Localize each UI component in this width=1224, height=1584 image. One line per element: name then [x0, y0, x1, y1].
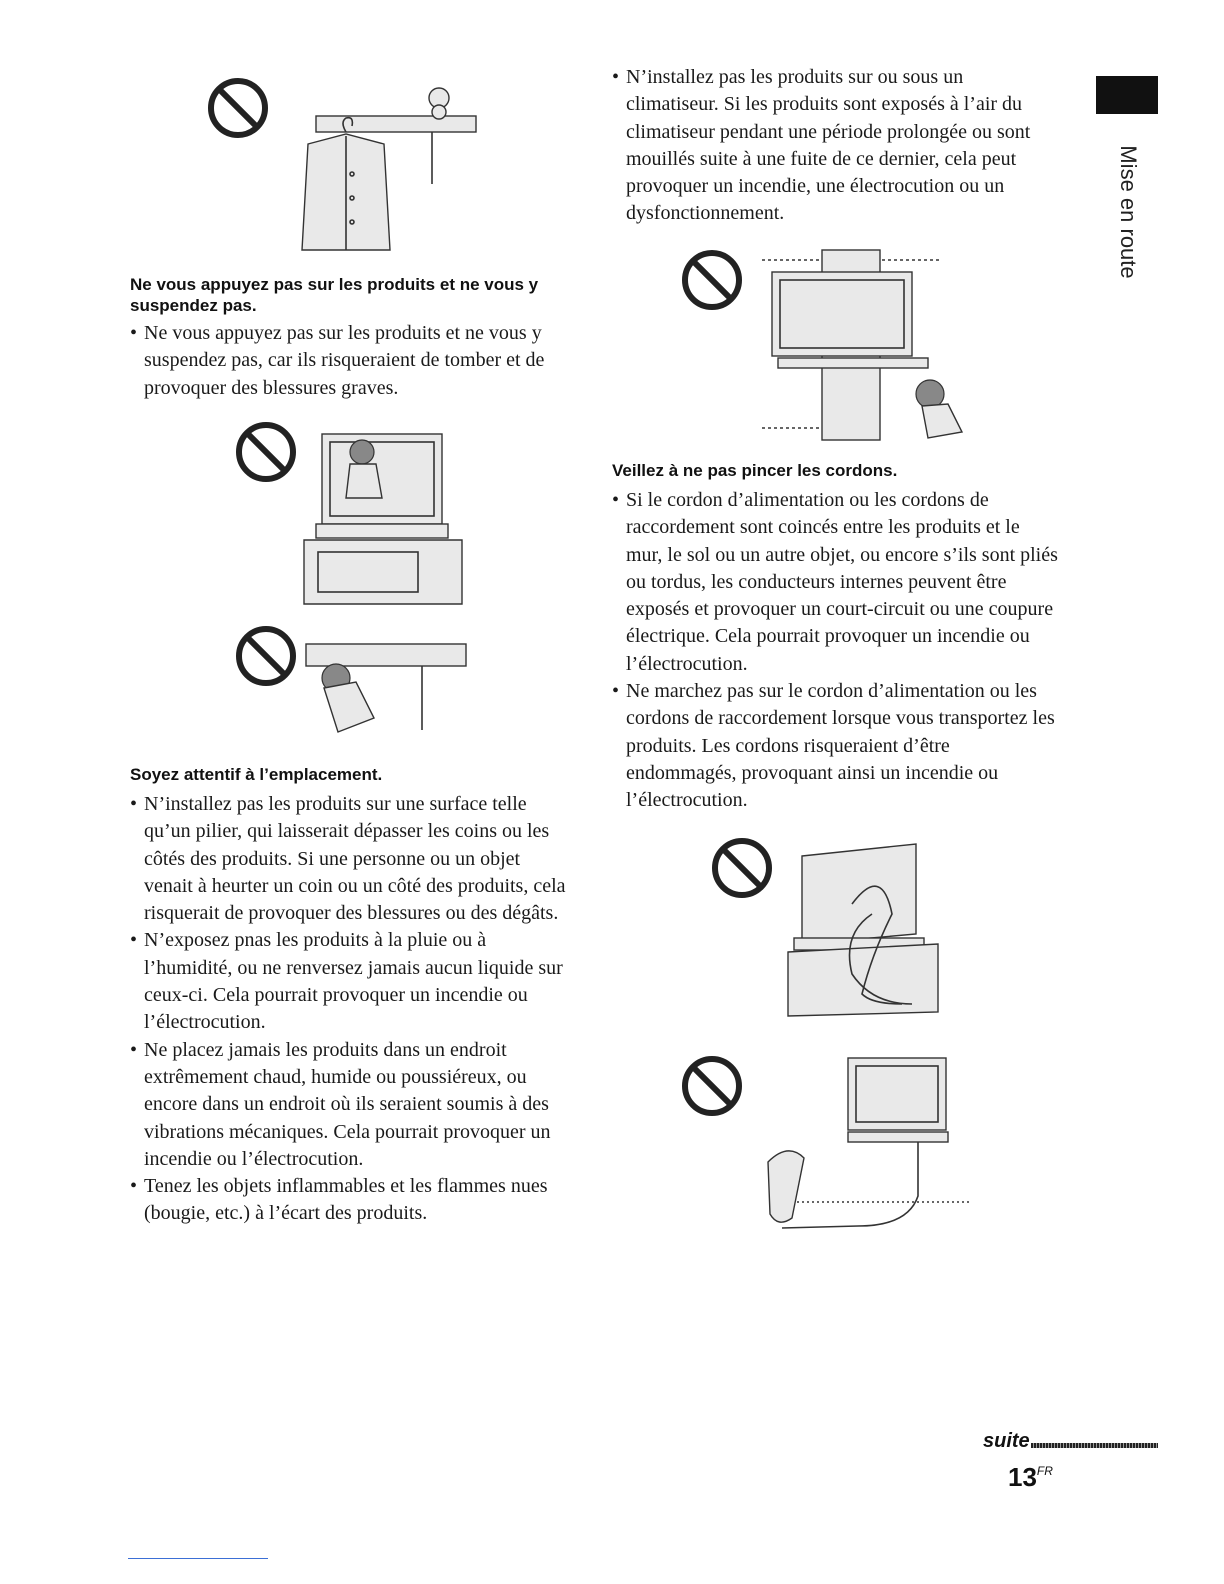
prohibition-icon: [685, 253, 739, 307]
section-heading: Veillez à ne pas pincer les cordons.: [612, 461, 898, 480]
section-tab-label: Mise en route: [1116, 145, 1141, 279]
bullet-item: • Ne vous appuyez pas sur les produits et ne vous y suspendez pas, car ils risqueraient de tomber et de provoquer des blessures graves.: [130, 320, 570, 402]
prohibition-icon: [239, 629, 293, 683]
illustration-tv-on-pillar: [672, 246, 982, 446]
illustration-child-on-tv: [226, 418, 486, 608]
illustration-child-hanging-speaker-bar: [226, 622, 496, 742]
prohibition-icon: [211, 81, 265, 135]
illustration-cords-pinched: [702, 834, 962, 1024]
bullet-item: • N’installez pas les produits sur ou sous un climatiseur. Si les produits sont exposés à l’air du climatiseur pendant une période prolongée ou sont mouillés suite à une fuite de ce dernier, cela peut provoquer un incendie, une électrocution ou un dysfonctionnement.: [612, 64, 1058, 228]
section-lean-hang: [130, 274, 570, 402]
bullet-item: • Tenez les objets inflammables et les flammes nues (bougie, etc.) à l’écart des produits.: [130, 1173, 570, 1228]
illustration-foot-on-cord: [672, 1052, 982, 1252]
bullet-item: • Si le cordon d’alimentation ou les cordons de raccordement sont coincés entre les produits et le mur, le sol ou un autre objet, ou encore s’ils sont pliés ou tordus, les conducteurs internes peuvent être exposés et provoquer un court-circuit ou une coupure électrique. Cela pourrait provoquer un incendie ou l’électrocution.: [612, 487, 1058, 678]
footer-rule: [128, 1558, 268, 1559]
illustration-coat-on-speaker-bar: [196, 74, 516, 254]
bullet-item: • Ne marchez pas sur le cordon d’alimentation ou les cordons de raccordement lorsque vous transportez les produits. Les cordons risqueraient d’être endommagés, provoquant ainsi un incendie ou l’électrocution.: [612, 678, 1058, 814]
bullet-item: • Ne placez jamais les produits dans un endroit extrêmement chaud, humide ou poussiéreux, ou encore dans un endroit où ils seraient soumis à des vibrations mécaniques. Cela pourrait provoquer un incendie ou l’électrocution.: [130, 1037, 570, 1173]
bullet-item: • N’installez pas les produits sur une surface telle qu’un pilier, qui laisserait dépasser les coins ou les côtés des produits. Si une personne ou un objet venait à heurter un coin ou un côté des produits, cela risquerait de provoquer des blessures ou des dégâts.: [130, 791, 570, 927]
section-air-conditioner: [612, 64, 1058, 228]
section-heading: Ne vous appuyez pas sur les produits et ne vous y suspendez pas.: [130, 275, 539, 315]
prohibition-icon: [685, 1059, 739, 1113]
page-number: $13^{FR}$: [1008, 1462, 1053, 1492]
section-tab-marker: [1096, 76, 1158, 114]
continued-label: suite: [983, 1430, 1030, 1452]
section-placement: [130, 764, 570, 1228]
bullet-item: • N’exposez pnas les produits à la pluie ou à l’humidité, ou ne renversez jamais aucun liquide sur ceux-ci. Cela pourrait provoquer un incendie ou l’électrocution.: [130, 927, 570, 1036]
prohibition-icon: [715, 841, 769, 895]
continued-rule: [1031, 1443, 1158, 1448]
section-heading: Soyez attentif à l’emplacement.: [130, 765, 383, 784]
section-cords: [612, 460, 1058, 815]
page-language-suffix: FR: [1036, 1464, 1053, 1478]
prohibition-icon: [239, 425, 293, 479]
